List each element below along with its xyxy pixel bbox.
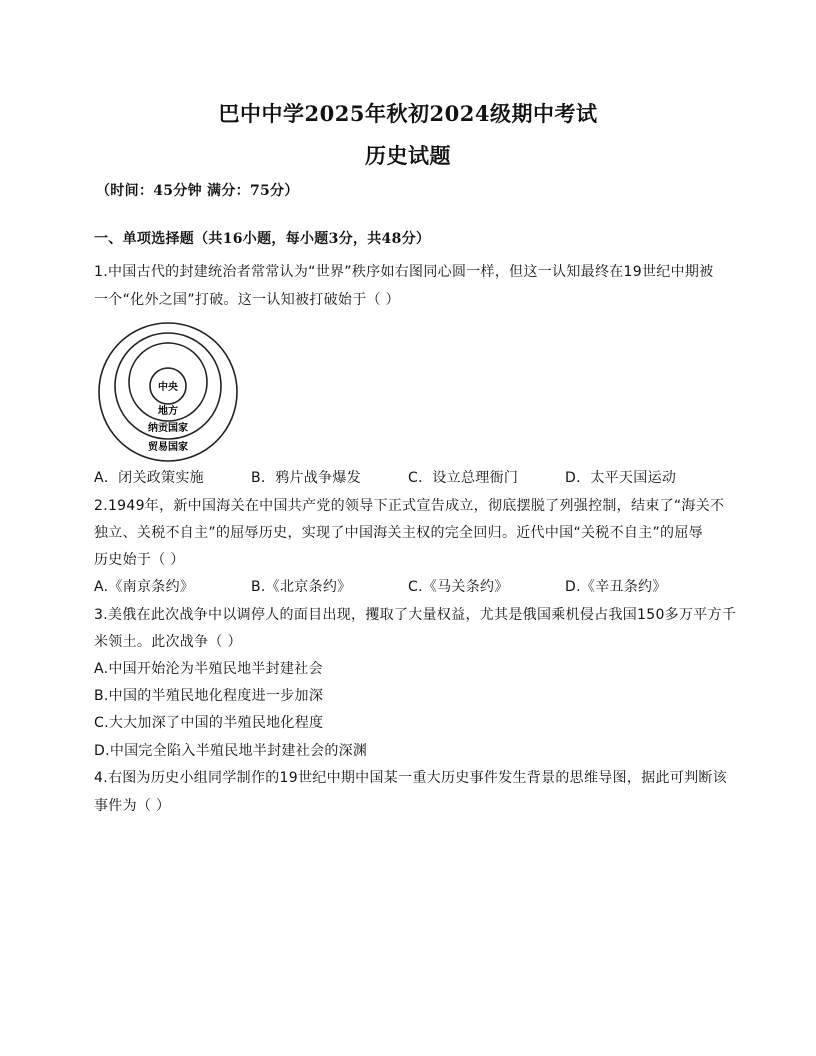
diagram-label-center: 中央 <box>158 382 178 393</box>
q1-option-a: A．闭关政策实施 <box>94 470 204 486</box>
q2-stem-line3: 历史始于（ ） <box>94 552 185 568</box>
concentric-world-order-diagram <box>96 322 242 462</box>
q3-stem-line1: 3.美俄在此次战争中以调停人的面目出现，攫取了大量权益，尤其是俄国乘机侵占我国150多万平方千 <box>94 607 737 623</box>
q2-option-d: D.《辛丑条约》 <box>565 579 667 595</box>
q4-stem-line2: 事件为（ ） <box>94 798 171 814</box>
q4-stem-line1: 4.右图为历史小组同学制作的19世纪中期中国某一重大历史事件发生背景的思维导图，据此可判断该 <box>94 770 727 786</box>
q1-option-c: C．设立总理衙门 <box>408 470 519 486</box>
q1-option-b: B．鸦片战争爆发 <box>251 470 362 486</box>
diagram-label-ring2: 纳贡国家 <box>148 423 188 434</box>
exam-subject: 历史试题 <box>365 143 451 168</box>
q1-option-d: D．太平天国运动 <box>565 470 677 486</box>
diagram-label-ring1: 地方 <box>158 406 178 417</box>
q2-stem-line2: 独立、关税不自主”的屈辱历史，实现了中国海关主权的完全回归。近代中国“关税不自主”的屈辱 <box>94 525 703 541</box>
q3-stem-line2: 米领土。此次战争（ ） <box>94 634 242 650</box>
q2-option-c: C.《马关条约》 <box>408 579 509 595</box>
q2-option-a: A.《南京条约》 <box>94 579 195 595</box>
exam-title: 巴中中学2025年秋初2024级期中考试 <box>218 101 598 126</box>
q1-stem-line2: 一个“化外之国”打破。这一认知被打破始于（ ） <box>94 292 400 308</box>
q2-option-b: B.《北京条约》 <box>251 579 352 595</box>
exam-meta: （时间：45分钟 满分：75分） <box>96 183 299 199</box>
q2-stem-line1: 2.1949年，新中国海关在中国共产党的领导下正式宣告成立，彻底摆脱了列强控制，结束了“海关不 <box>94 498 725 514</box>
diagram-label-ring3: 贸易国家 <box>148 442 188 453</box>
q1-stem-line1: 1.中国古代的封建统治者常常认为“世界”秩序如右图同心圆一样，但这一认知最终在19世纪中期被 <box>94 264 714 280</box>
q3-option-d: D.中国完全陷入半殖民地半封建社会的深渊 <box>94 743 368 759</box>
q3-option-c: C.大大加深了中国的半殖民地化程度 <box>94 715 324 731</box>
section-heading: 一、单项选择题（共16小题，每小题3分，共48分） <box>94 231 431 247</box>
q3-option-a: A.中国开始沦为半殖民地半封建社会 <box>94 661 323 677</box>
q3-option-b: B.中国的半殖民地化程度进一步加深 <box>94 688 324 704</box>
